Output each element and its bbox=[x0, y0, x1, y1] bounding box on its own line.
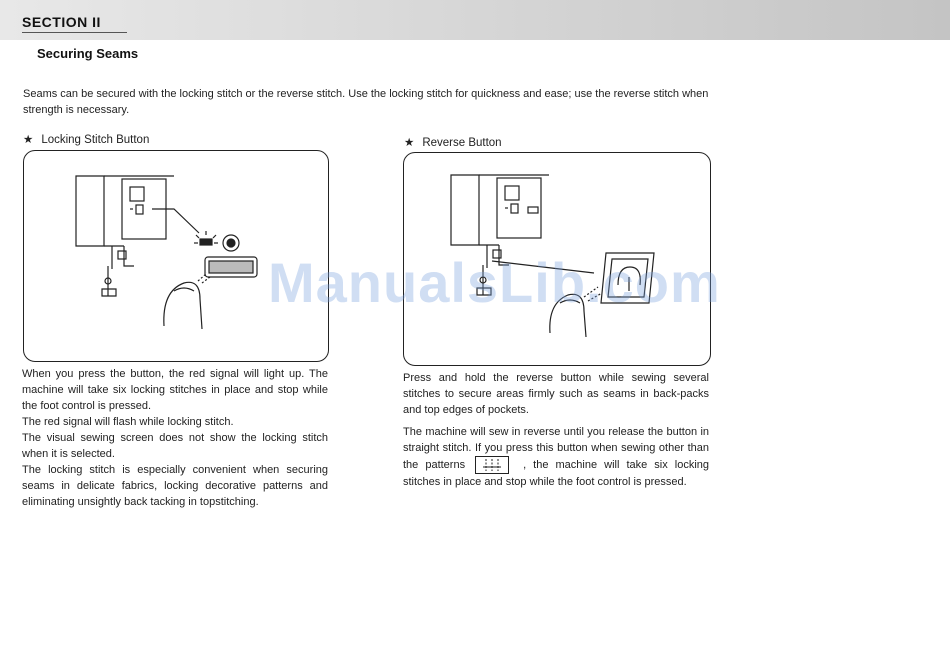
reverse-button-label bbox=[404, 135, 502, 149]
paragraph-part: The machine will sew in reverse until you release the button in straight stitch. If you press this button when sewing other than the patterns bbox=[403, 426, 709, 471]
paragraph bbox=[403, 424, 709, 490]
paragraph: The red signal will flash while locking stitch. bbox=[22, 416, 234, 428]
header-band bbox=[0, 0, 950, 40]
figure-caption: Locking Stitch Button bbox=[41, 134, 150, 146]
page-subtitle: Securing Seams bbox=[37, 46, 139, 61]
locking-stitch-description bbox=[22, 366, 328, 510]
locking-stitch-illustration bbox=[23, 150, 329, 362]
sewing-machine-locking-illustration bbox=[24, 151, 328, 361]
paragraph: The locking stitch is especially convenient when securing seams in delicate fabrics, locking decorative patterns and eliminating unsightly back tacking in topstitching. bbox=[22, 464, 328, 508]
paragraph: When you press the button, the red signal will light up. The machine will take six locking stitches in place and stop while the foot control is pressed. bbox=[22, 368, 328, 412]
straight-stitch-pattern-icon bbox=[475, 456, 509, 474]
section-title: SECTION II bbox=[22, 14, 101, 30]
reverse-button-illustration bbox=[403, 152, 711, 366]
star-icon: ★ bbox=[23, 134, 34, 146]
watermark: ManualsLib.com bbox=[268, 251, 721, 314]
intro-paragraph: Seams can be secured with the locking stitch or the reverse stitch. Use the locking stitch for quickness and ease; use the reverse stitch when strength is necessary. bbox=[23, 88, 709, 116]
sewing-machine-reverse-illustration bbox=[404, 153, 710, 365]
paragraph-part: , the machine will take six locking stitches in place and stop while the foot control is pressed. bbox=[403, 458, 709, 488]
reverse-button-description bbox=[403, 370, 709, 490]
section-underline bbox=[22, 32, 127, 33]
paragraph: Press and hold the reverse button while sewing several stitches to secure areas firmly such as seams in back-packs and top edges of pockets. bbox=[403, 372, 709, 416]
figure-caption: Reverse Button bbox=[422, 137, 502, 149]
star-icon: ★ bbox=[404, 137, 415, 149]
locking-stitch-label bbox=[23, 132, 149, 146]
paragraph: The visual sewing screen does not show the locking stitch when it is selected. bbox=[22, 432, 328, 460]
